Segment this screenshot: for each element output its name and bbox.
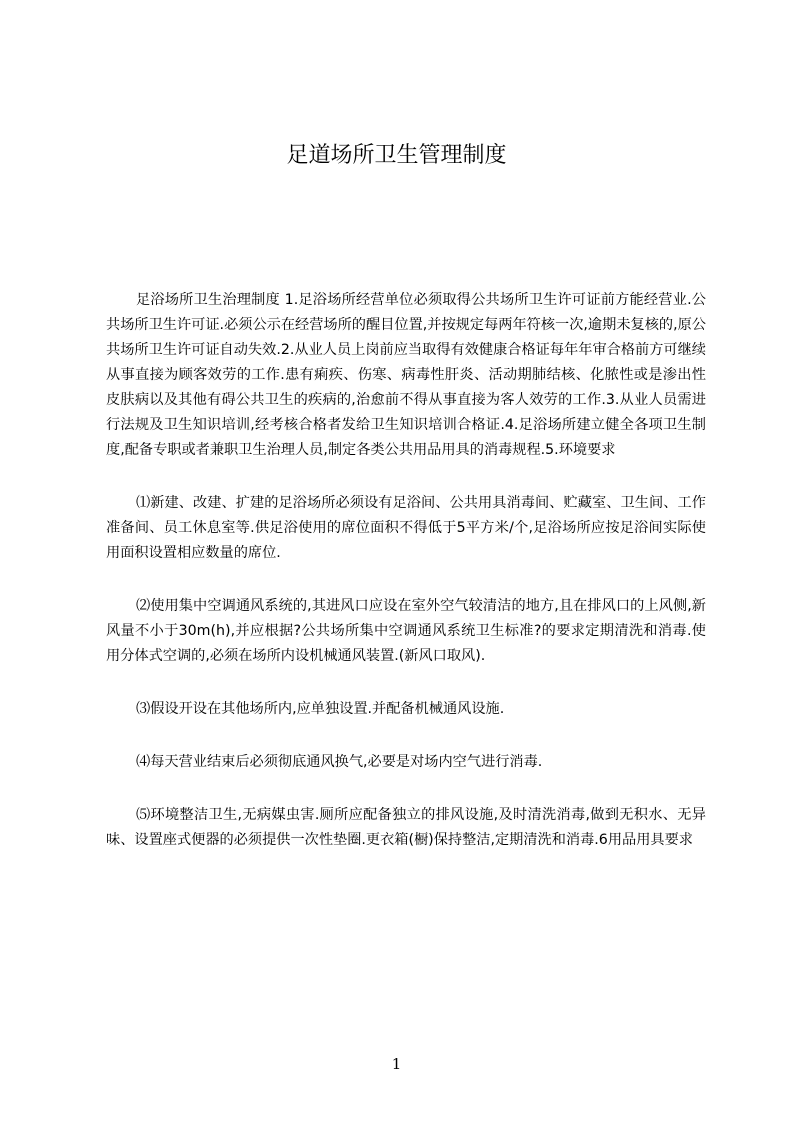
paragraph-item-2: ⑵使用集中空调通风系统的,其进风口应设在室外空气较清洁的地方,且在排风口的上风侧,新风量不小于30m(h),并应根据?公共场所集中空调通风系统卫生标准?的要求定期清洗和消毒.使用分体式空调的,必须在场所内设机械通风装置.(新风口取风).	[106, 598, 706, 664]
paragraph-item-4: ⑷每天营业结束后必须彻底通风换气,必要是对场内空气进行消毒.	[136, 754, 543, 770]
paragraph-spacer	[106, 566, 706, 594]
document-body	[106, 288, 706, 853]
paragraph-regulations-intro: 足浴场所卫生治理制度 1.足浴场所经营单位必须取得公共场所卫生许可证前方能经营业.公共场所卫生许可证.必须公示在经营场所的醒目位置,并按规定每两年符核一次,逾期未复核的,原公共场所卫生许可证自动失效.2.从业人员上岗前应当取得有效健康合格证每年年审合格前方可继续从事直接为顾客效劳的工作.患有痢疾、伤寒、病毒性肝炎、活动期肺结核、化脓性或是渗出性皮肤病以及其他有碍公共卫生的疾病的,治愈前不得从事直接为客人效劳的工作.3.从业人员需进行法规及卫生知识培训,经考核合格者发给卫生知识培训合格证.4.足浴场所建立健全各项卫生制度,配备专职或者兼职卫生治理人员,制定各类公共用品用具的消毒规程.5.环境要求	[106, 292, 706, 458]
paragraph-item-1: ⑴新建、改建、扩建的足浴场所必须设有足浴间、公共用具消毒间、贮藏室、卫生间、工作准备间、员工休息室等.供足浴使用的席位面积不得低于5平方米/个,足浴场所应按足浴间实际使用面积设置相应数量的席位.	[106, 495, 706, 561]
paragraph-item-5: ⑸环境整洁卫生,无病媒虫害.厕所应配备独立的排风设施,及时清洗消毒,做到无积水、无异味、设置座式便器的必须提供一次性垫圈.更衣箱(橱)保持整洁,定期清洗和消毒.6用品用具要求	[106, 807, 706, 848]
paragraph-item-3: ⑶假设开设在其他场所内,应单独设置.并配备机械通风设施.	[136, 701, 505, 717]
document-title: 足道场所卫生管理制度	[286, 143, 507, 168]
page-number: 1	[391, 1055, 402, 1073]
paragraph-spacer	[106, 669, 706, 697]
paragraph-spacer	[106, 463, 706, 491]
paragraph-spacer	[106, 775, 706, 803]
paragraph-spacer	[106, 722, 706, 750]
